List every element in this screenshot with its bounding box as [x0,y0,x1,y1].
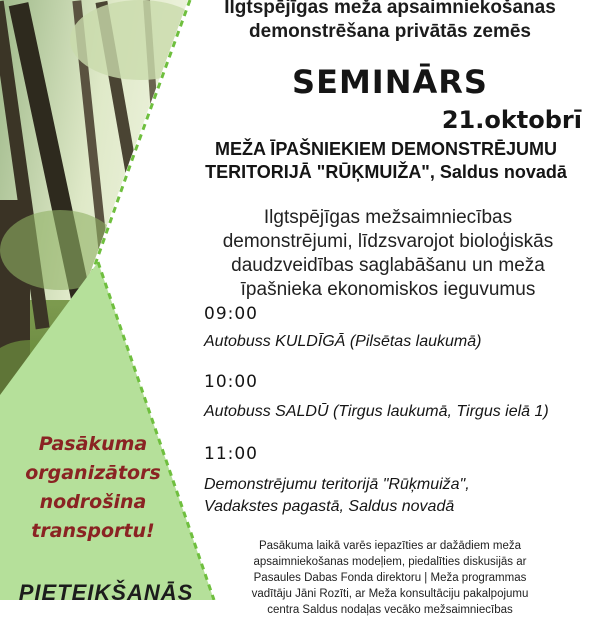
schedule-place: Autobuss KULDĪGĀ (Pilsētas laukumā) [204,333,482,350]
description-line: īpašnieka ekonomiskos ieguvumus [240,279,536,300]
transport-note-line: nodrošina [39,491,147,513]
schedule-time: 09:00 [204,304,258,324]
event-details-footer [180,538,600,618]
transport-note-line: transportu! [31,520,155,542]
page-title-line: demonstrēšana privātās zemēs [249,21,531,42]
schedule-time: 11:00 [204,444,258,464]
event-description [176,206,600,302]
footer-line: Pasākuma laikā varēs iepazīties ar dažādiem meža [258,540,522,552]
event-type-heading: SEMINĀRS [292,63,488,101]
page-title [180,0,600,44]
description-line: demonstrējumi, līdzsvarojot bioloģiskās [222,231,554,252]
schedule-time: 10:00 [204,372,258,392]
transport-note-line: organizātors [25,462,161,484]
footer-line: apsaimniekošanas modeļiem, piedalīties diskusijās ar [253,556,527,568]
schedule-place-line: Vadakstes pagastā, Saldus novadā [204,498,455,515]
footer-line: Pasaules Dabas Fonda direktoru | Meža programmas [253,572,527,584]
schedule-place-line: Demonstrējumu teritorijā "Rūķmuiža", [204,476,470,493]
transport-note-line: Pasākuma [38,433,148,455]
event-date: 21.oktobrī [441,106,582,134]
event-location-line: MEŽA ĪPAŠNIEKIEM DEMONSTRĒJUMU [214,139,558,159]
description-line: Ilgtspējīgas mežsaimniecības [263,207,513,228]
registration-heading: PIETEIKŠANĀS [18,580,194,605]
description-line: daudzveidības saglabāšanu un meža [231,255,545,276]
schedule-place [204,474,470,518]
event-location [172,138,600,184]
transport-note [8,430,178,546]
schedule-place: Autobuss SALDŪ (Tirgus laukumā, Tirgus ielā 1) [204,403,549,420]
page-title-line: Ilgtspējīgas meža apsaimniekošanas [224,0,556,18]
event-location-line: TERITORIJĀ "RŪĶMUIŽA", Saldus novadā [205,162,567,182]
footer-line: vadītāju Jāni Rozīti, ar Meža konsultāciju pakalpojumu [251,588,529,600]
footer-line: centra Saldus nodaļas vecāko mežsaimniecības [267,604,513,616]
